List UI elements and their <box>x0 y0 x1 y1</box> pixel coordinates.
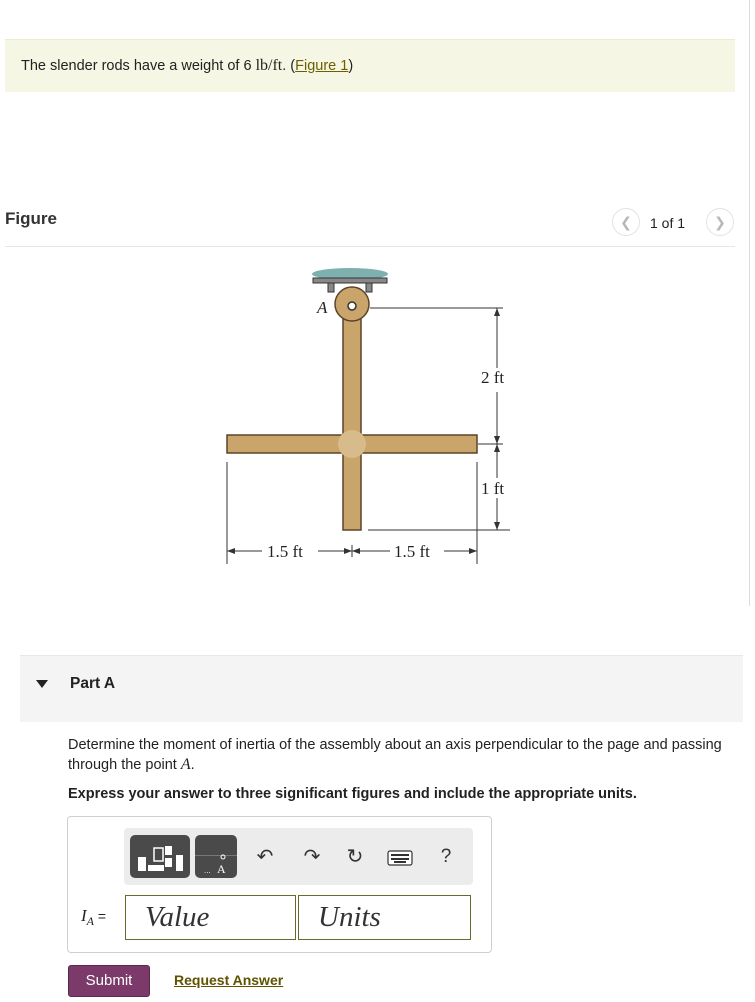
pin-a-icon <box>348 302 356 310</box>
arrow-left-end <box>227 548 235 554</box>
support-plate <box>313 278 387 283</box>
question-point: A <box>180 756 191 773</box>
problem-text-after: ) <box>348 58 354 74</box>
part-label: Part A <box>70 675 116 692</box>
arrow-left-center <box>344 548 352 554</box>
answer-equals: = <box>97 908 107 924</box>
rod-assembly-diagram <box>200 262 540 572</box>
problem-text-before: The slender rods have a weight of 6 <box>21 58 256 74</box>
part-a-header[interactable] <box>20 655 743 722</box>
svg-text:A: A <box>217 862 226 876</box>
pager-text: 1 of 1 <box>650 215 686 231</box>
answer-instruction: Express your answer to three significant figures and include the appropriate units. <box>68 786 637 802</box>
submit-button[interactable]: Submit <box>68 965 150 997</box>
templates-glyph <box>130 835 190 878</box>
figure-divider <box>5 246 735 247</box>
label-right-length: 1.5 ft <box>394 542 430 561</box>
chevron-left-icon[interactable]: ❮ <box>612 208 640 236</box>
answer-box <box>67 816 492 953</box>
label-left-length: 1.5 ft <box>267 542 303 561</box>
keyboard-glyph <box>387 850 413 866</box>
figure-link[interactable]: Figure 1 <box>295 58 349 74</box>
problem-statement <box>21 57 353 75</box>
value-input[interactable] <box>125 895 296 940</box>
diagram-svg <box>200 262 540 572</box>
problem-banner <box>5 39 735 92</box>
answer-variable: I <box>81 906 87 925</box>
label-upper-length: 2 ft <box>481 368 505 387</box>
figure-panel-edge <box>749 0 750 606</box>
redo-icon[interactable]: ↷ <box>303 846 321 868</box>
arrow-upper-bottom <box>494 436 500 444</box>
arrow-right-center <box>352 548 360 554</box>
arrow-lower-bottom <box>494 522 500 530</box>
question-text <box>68 736 728 775</box>
caret-down-icon[interactable] <box>36 680 48 688</box>
question-end: . <box>190 757 195 773</box>
answer-variable-label <box>81 906 106 929</box>
bracket-left <box>328 283 334 292</box>
answer-subscript: A <box>86 913 95 928</box>
label-pin-a: A <box>317 298 328 317</box>
figure-pager <box>612 207 737 237</box>
weight-unit: lb/ft <box>255 57 283 74</box>
request-answer-link[interactable]: Request Answer <box>174 972 284 988</box>
bracket-right <box>366 283 372 292</box>
chevron-right-icon[interactable]: ❯ <box>706 208 734 236</box>
symbols-icon[interactable] <box>195 835 237 878</box>
figure-heading: Figure <box>5 209 57 228</box>
rod-joint <box>338 430 366 458</box>
reset-icon[interactable]: ↻ <box>346 846 364 868</box>
templates-icon[interactable] <box>130 835 190 878</box>
units-input[interactable] <box>298 895 471 940</box>
question-body: Determine the moment of inertia of the assembly about an axis perpendicular to the page and passing through the point <box>68 737 722 773</box>
help-icon[interactable]: ? <box>440 846 452 867</box>
arrow-upper-top <box>494 308 500 316</box>
problem-text-mid: . ( <box>282 58 296 74</box>
arrow-lower-top <box>494 444 500 452</box>
vertical-rod <box>343 300 361 530</box>
arrow-right-end <box>469 548 477 554</box>
undo-icon[interactable]: ↶ <box>256 846 274 868</box>
svg-text:...: ... <box>204 866 211 875</box>
math-toolbar <box>124 828 473 885</box>
symbols-glyph <box>195 835 237 878</box>
keyboard-icon[interactable] <box>387 847 413 863</box>
label-lower-length: 1 ft <box>481 479 505 498</box>
